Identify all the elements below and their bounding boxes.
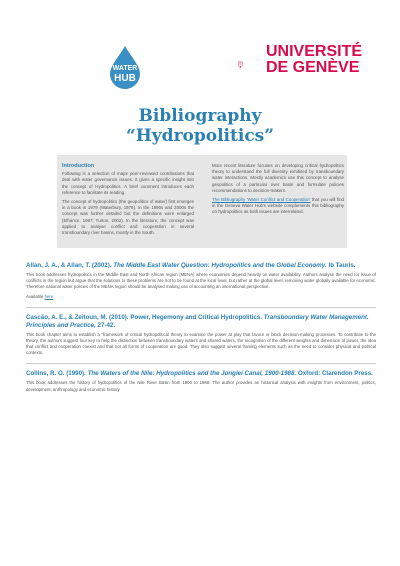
entry-summary: This book addresses hydropolitics in the Middle East and North African region (MENA) where economies depend heavily on water availability. Authors analyse the need for issue of conflicts in the region but argue that the solutions to these problems are not to be found at the local level, but rather at the global level, removing water globally available for economic. Therefore national water policies of the MENA region should be analysed making use of accounting an international perspective. (26, 272, 376, 290)
intro-heading: Introduction (62, 163, 95, 169)
entry-authors: Cascão, A. E., & Zeitoun, M. (2010). (26, 313, 129, 321)
university-name (266, 44, 362, 76)
intro-left-column (62, 163, 194, 239)
entry-chapter-title: Power, Hegemony and Critical Hydropolitics. (130, 313, 262, 321)
university-name-line2: DE GENÈVE (266, 59, 360, 76)
entry-publisher: Oxford: Clarendon Press. (297, 370, 373, 378)
entry-citation (26, 370, 376, 378)
entry-title: The Middle East Water Question: Hydropolitics and the Global Economy. (113, 262, 327, 269)
intro-right-column (212, 163, 344, 219)
entry-title: Transboundary Water Management. Principles and Practice, (26, 313, 369, 329)
entry-summary: This book chapter aims to establish a "framework of critical hydropolitical theory to examine the power at play that favour or block decision-making processes. To contribute to the theory, the authors suggest four key to help the distinction between transboundary waters and shared waters, the recognition of the different weights and dimension of power, the idea that conflict and cooperation coexist and that not all forms of cooperation are good. They also suggest several framing elements such as the need to consider physical and political contexts. (26, 331, 376, 356)
entry-title: The Waters of the Nile: Hydropolitics and the Jonglei Canal, 1900-1988. (87, 370, 297, 378)
entry-availability (26, 294, 376, 300)
entry-citation (26, 314, 376, 330)
entry-publisher: Ib Tauris. (328, 262, 356, 269)
intro-paragraph: Following is a selection of major peer-reviewed contributions that deal with water governance issues. It gives a specific insight into the concept of Hydropolitics. A brief comment introduces each reference to facilitate its reading. (62, 171, 194, 195)
bibliography-entry (26, 314, 376, 357)
introduction-box (57, 155, 347, 248)
page-title (0, 106, 400, 146)
unige-crest-icon (238, 45, 264, 85)
entry-pages: 27-42. (97, 321, 116, 329)
intro-paragraph (212, 197, 344, 216)
entry-citation (26, 262, 376, 270)
svg-text:WATER: WATER (112, 65, 138, 72)
header (0, 0, 400, 95)
entry-authors: Collins, R. O. (1990). (26, 370, 86, 378)
bibliography-entries (26, 262, 376, 400)
here-link[interactable]: here (44, 293, 54, 299)
intro-paragraph: More recent literature focuses on developing critical hydropolitics theory to understand the full diversity exhibited by transboundary water interactions. Mostly academics use this concept to analyse geopolitics of a particular river basin and formulate policies recommendations to decision-makers. (212, 163, 344, 193)
bibliography-link[interactable]: The Bibliography 'Water Conflict and Cooperation' (212, 197, 311, 203)
entry-authors: Allan, J. A., & Allan, T. (2002). (26, 262, 112, 269)
divider (26, 307, 376, 308)
university-name-line1: UNIVERSITÉ (266, 43, 363, 60)
intro-paragraph: The concept of hydropolitics (the geopolitics of water) first emerges in a book in 1979 (Waterbury, 1979). In the 1990s and 2000s the concept was further detailed but the definitions were enlarged (Elhance, 1997; Turton, 2002). In the literature, the concept was applied to analyse conflict and cooperation in several transboundary river basins, mostly in the South. (62, 199, 194, 236)
bibliography-entry (26, 370, 376, 392)
entry-summary: This book addresses the history of hydropolitics of the Nile River Basin from 1900 to 1988. The author provides an historical analysis with insights from environment, politics, development, anthropology and economic history. (26, 380, 376, 392)
title-line1: Bibliography (138, 106, 262, 126)
title-line2: “Hydropolitics” (125, 126, 275, 146)
bibliography-entry (26, 262, 376, 300)
svg-text:HUB: HUB (114, 73, 136, 84)
intro-text: that you will find in the Geneva Water Hub's website complements this bibliography on hydropolitics as both issues are interrelated. (212, 197, 344, 215)
divider (26, 363, 376, 364)
water-hub-logo (102, 44, 148, 90)
available-label: Available (26, 293, 44, 299)
